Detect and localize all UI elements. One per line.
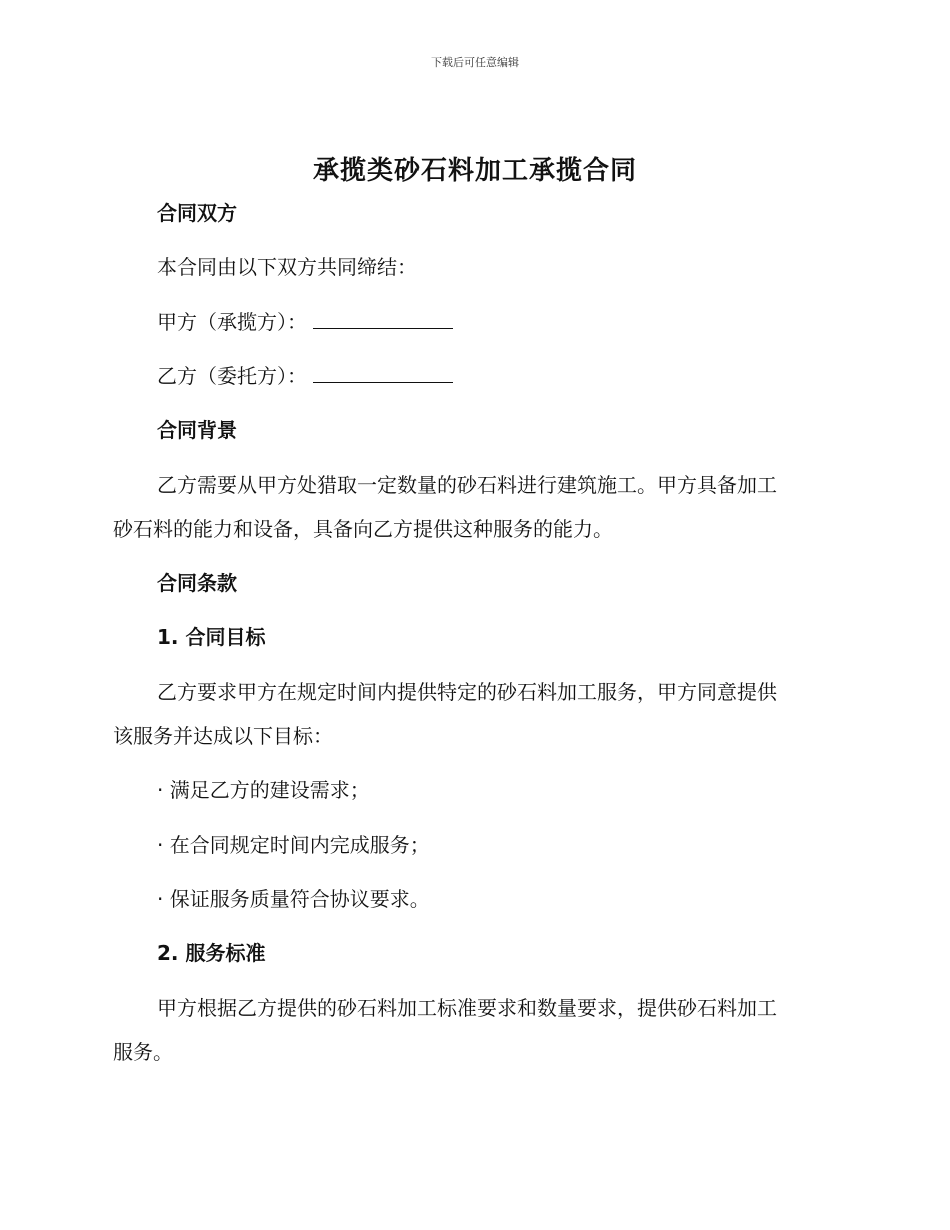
document-title: 承揽类砂石料加工承揽合同 xyxy=(312,156,637,186)
clause2-heading: 2. 服务标准 xyxy=(157,941,266,965)
section-heading-parties: 合同双方 xyxy=(157,201,237,225)
background-paragraph-line1: 乙方需要从甲方处猎取一定数量的砂石料进行建筑施工。甲方具备加工 xyxy=(157,473,777,497)
section-heading-terms: 合同条款 xyxy=(157,571,237,595)
clause1-heading: 1. 合同目标 xyxy=(157,625,266,649)
party-b-blank xyxy=(313,362,453,383)
list-item: · 在合同规定时间内完成服务； xyxy=(157,833,430,857)
list-item: · 保证服务质量符合协议要求。 xyxy=(157,887,430,911)
party-a-row xyxy=(157,308,453,336)
header-note: 下载后可任意编辑 xyxy=(431,56,519,69)
background-paragraph-line2: 砂石料的能力和设备，具备向乙方提供这种服务的能力。 xyxy=(113,517,613,541)
party-b-row xyxy=(157,362,453,390)
clause1-paragraph-line1: 乙方要求甲方在规定时间内提供特定的砂石料加工服务，甲方同意提供 xyxy=(157,680,777,704)
party-a-blank xyxy=(313,308,453,329)
clause1-paragraph-line2: 该服务并达成以下目标： xyxy=(113,724,333,748)
parties-intro: 本合同由以下双方共同缔结： xyxy=(157,255,417,279)
section-heading-background: 合同背景 xyxy=(157,418,237,442)
party-b-label: 乙方（委托方）： xyxy=(157,364,307,388)
clause2-paragraph-line1: 甲方根据乙方提供的砂石料加工标准要求和数量要求，提供砂石料加工 xyxy=(157,996,777,1020)
party-a-label: 甲方（承揽方）： xyxy=(157,310,307,334)
list-item: · 满足乙方的建设需求； xyxy=(157,778,370,802)
clause2-paragraph-line2: 服务。 xyxy=(113,1040,173,1064)
